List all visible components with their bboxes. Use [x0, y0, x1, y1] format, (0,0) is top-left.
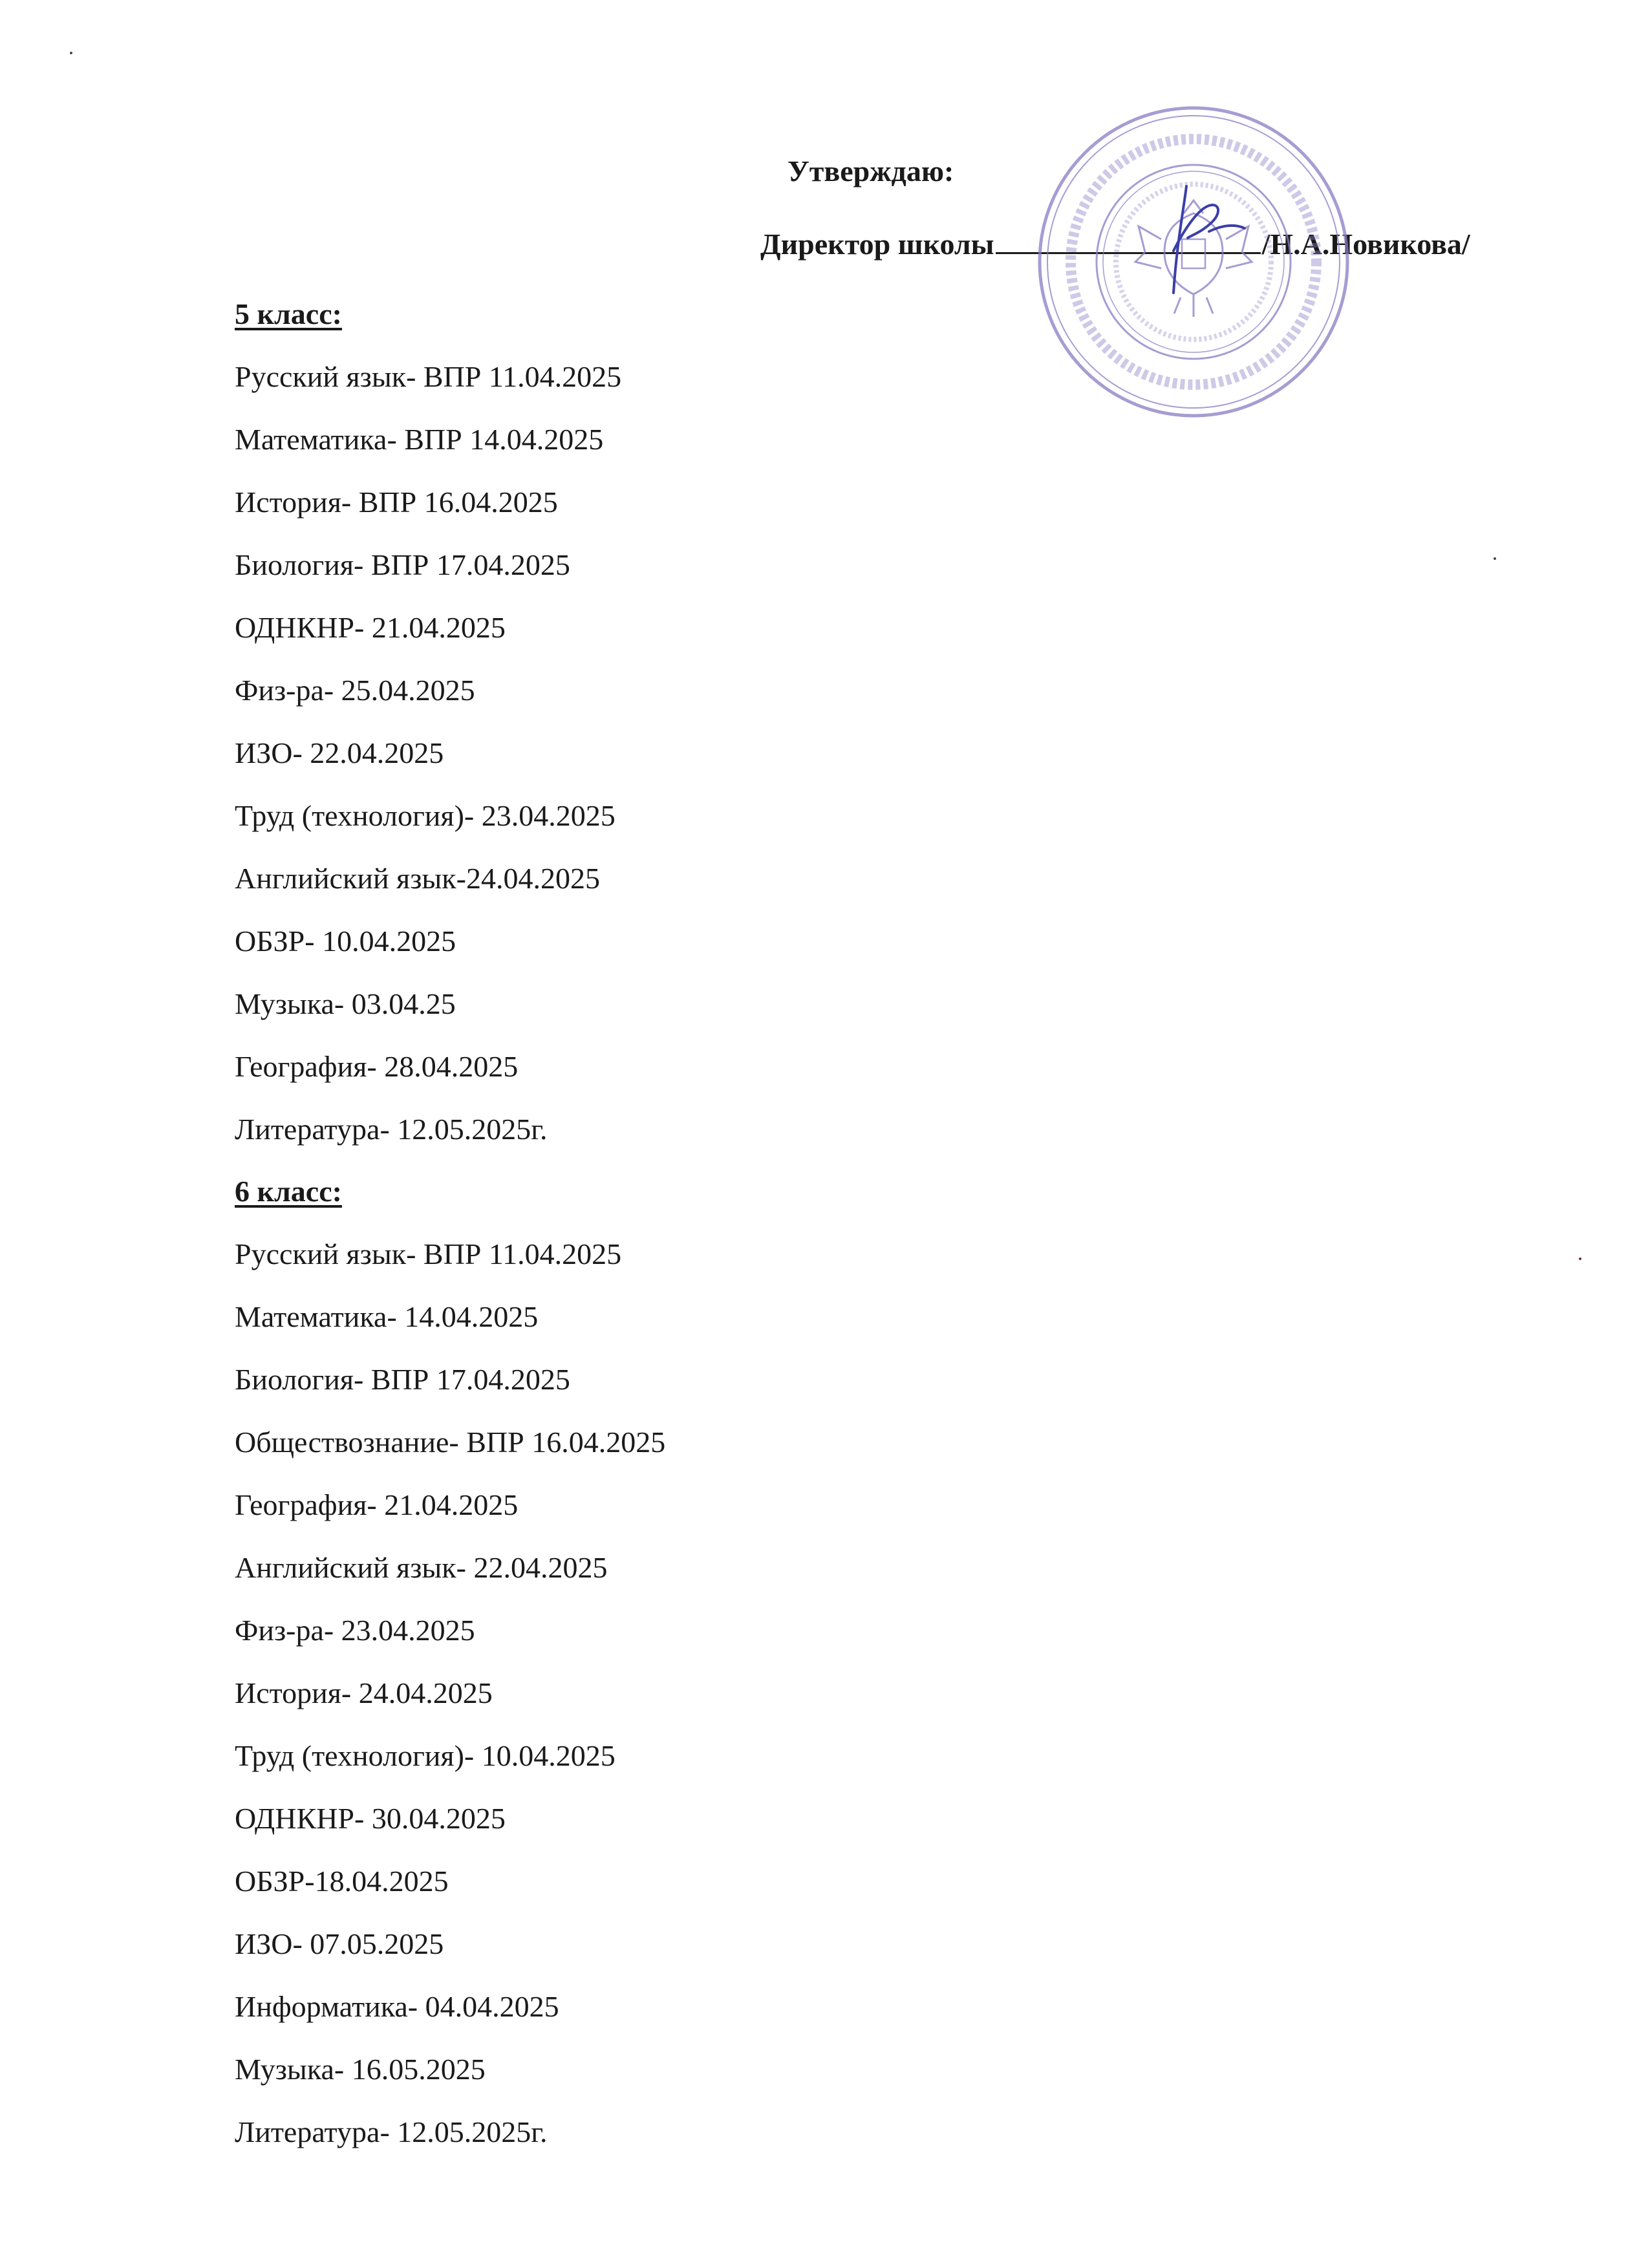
- scan-speck: [70, 52, 72, 54]
- list-item: ОДНКНР- 21.04.2025: [235, 611, 506, 644]
- list-item: Русский язык- ВПР 11.04.2025: [235, 360, 622, 393]
- section-title-grade-6: 6 класс:: [235, 1175, 342, 1208]
- list-item: Музыка- 16.05.2025: [235, 2053, 486, 2086]
- list-item: Физ-ра- 23.04.2025: [235, 1614, 475, 1647]
- list-item: Труд (технология)- 23.04.2025: [235, 799, 616, 832]
- list-item: ОДНКНР- 30.04.2025: [235, 1802, 506, 1835]
- list-item: Обществознание- ВПР 16.04.2025: [235, 1426, 666, 1459]
- list-item: Литература- 12.05.2025г.: [235, 2115, 548, 2148]
- list-item: Труд (технология)- 10.04.2025: [235, 1739, 616, 1772]
- list-item: Музыка- 03.04.25: [235, 987, 456, 1020]
- list-item: География- 21.04.2025: [235, 1488, 519, 1521]
- list-item: История- 24.04.2025: [235, 1676, 493, 1709]
- list-item: Математика- ВПР 14.04.2025: [235, 423, 604, 456]
- list-item: Биология- ВПР 17.04.2025: [235, 548, 570, 581]
- director-name: /Н.А.Новикова/: [1261, 228, 1470, 261]
- list-item: ОБЗР- 10.04.2025: [235, 925, 456, 957]
- list-item: География- 28.04.2025: [235, 1050, 519, 1083]
- list-item: Английский язык- 22.04.2025: [235, 1551, 608, 1584]
- list-item: История- ВПР 16.04.2025: [235, 486, 558, 519]
- list-item: Физ-ра- 25.04.2025: [235, 674, 475, 707]
- list-item: ИЗО- 22.04.2025: [235, 736, 444, 769]
- list-item: Русский язык- ВПР 11.04.2025: [235, 1237, 622, 1270]
- list-item: ОБЗР-18.04.2025: [235, 1865, 449, 1898]
- list-item: ИЗО- 07.05.2025: [235, 1927, 444, 1960]
- director-label: Директор школы: [760, 228, 994, 261]
- list-item: Информатика- 04.04.2025: [235, 1990, 559, 2023]
- scan-speck: [1494, 557, 1496, 560]
- section-title-grade-5: 5 класс:: [235, 297, 342, 330]
- scan-speck: [1579, 1257, 1581, 1260]
- list-item: Биология- ВПР 17.04.2025: [235, 1363, 570, 1396]
- list-item: Английский язык-24.04.2025: [235, 862, 600, 895]
- exam-schedule: [235, 283, 1269, 2163]
- list-item: Литература- 12.05.2025г.: [235, 1113, 548, 1146]
- list-item: Математика- 14.04.2025: [235, 1300, 539, 1333]
- approval-title: Утверждаю:: [788, 155, 954, 187]
